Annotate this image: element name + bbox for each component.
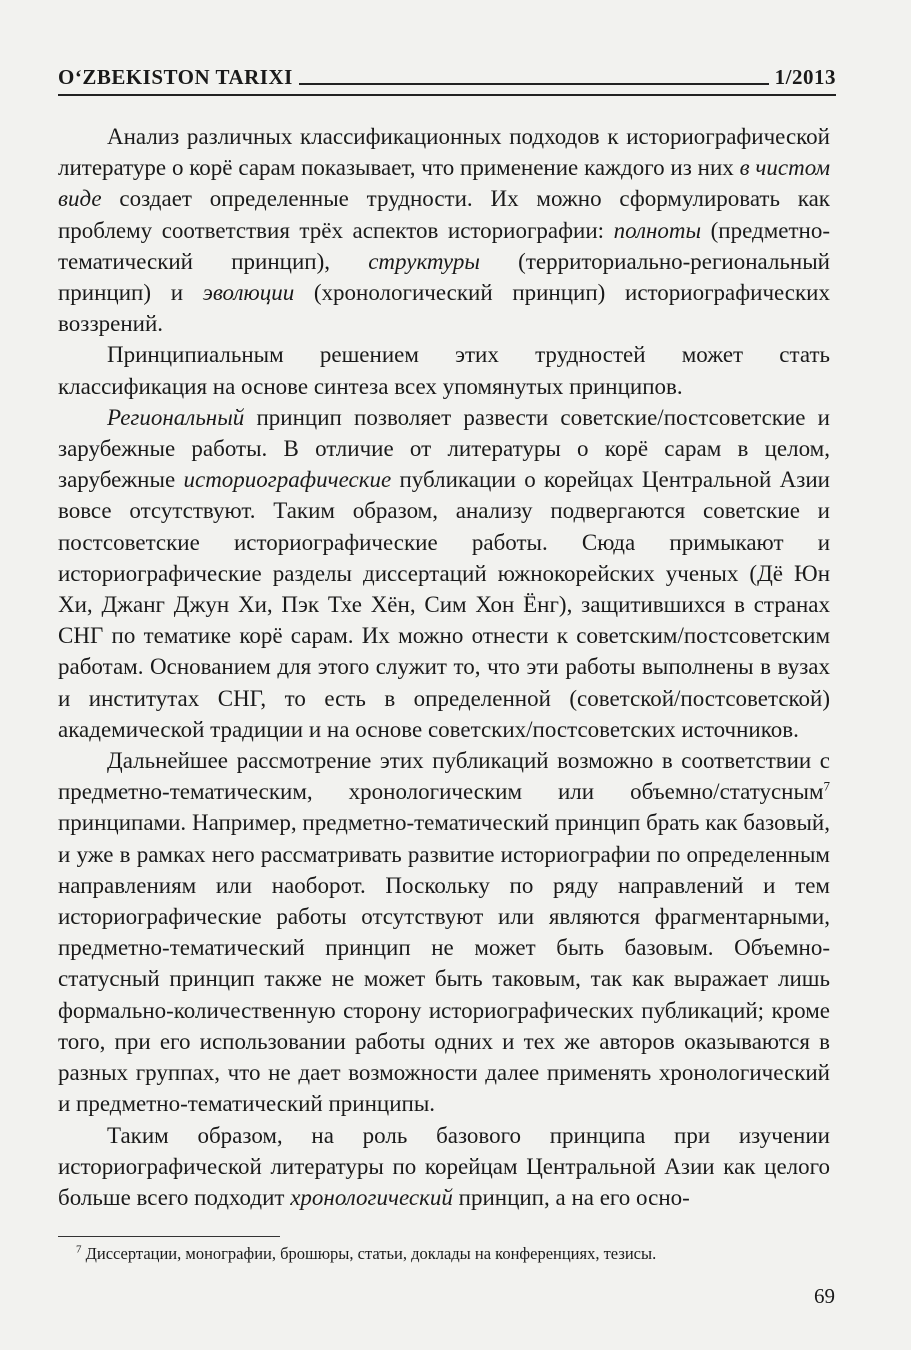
- text-run: Таким образом, на роль базового принципа при изучении историографической литературы по корейцам Центральной Азии как целого больше всего подходит: [58, 1122, 830, 1210]
- footnote-text: Диссертации, монографии, брошюры, статьи, доклады на конференциях, тезисы.: [85, 1244, 657, 1263]
- emphasis-text: полноты: [613, 217, 702, 243]
- paragraph-2: [58, 339, 830, 401]
- page-number: 69: [814, 1284, 835, 1308]
- paragraph-3: [58, 402, 830, 745]
- text-run: принципами. Например, предметно-тематический принцип брать как базовый, и уже в рамках него рассматривать развитие историографии по определенным направлениям или наоборот. Поскольку по ряду направлений и тем историографические работы отсутствуют или являются фрагментарными, предметно-тематический принцип не может быть базовым. Объемно-статусный принцип также не может быть таковым, так как выражает лишь формально-количественную сторону историографических публикаций; кроме того, при его использовании работы одних и тех же авторов оказываются в разных группах, что не дает возможности далее применять хронологический и предметно-тематический принципы.: [58, 810, 830, 1117]
- text-run: создает определенные трудности. Их можно сформулировать как проблему соответствия трёх аспектов историографии:: [58, 186, 830, 243]
- text-run: принцип, а на его осно-: [452, 1184, 690, 1210]
- emphasis-text: в чистом виде: [58, 155, 831, 212]
- header-rule: [299, 83, 769, 85]
- article-body: [58, 121, 830, 1213]
- footnote-divider: [58, 1236, 280, 1237]
- footnote-mark: 7: [76, 1243, 82, 1256]
- journal-title: O‘ZBEKISTON TARIXI: [58, 65, 293, 89]
- footnote: [76, 1244, 836, 1264]
- text-run: Анализ различных классификационных подходов к историографической литературе о корё сарам показывает, что применение каждого из них: [58, 124, 830, 181]
- paragraph-4: [58, 745, 830, 1119]
- paragraph-1: [58, 121, 830, 339]
- text-run: Дальнейшее рассмотрение этих публикаций возможно в соответствии с предметно-тематическим, хронологическим или объемно/статусным: [58, 748, 830, 805]
- emphasis-text: структуры: [368, 248, 480, 274]
- text-run: (хронологический принцип) историографических воззрений.: [58, 280, 830, 337]
- emphasis-text: Региональный: [107, 404, 245, 430]
- text-run: (территориально-региональный принцип) и: [58, 248, 830, 306]
- emphasis-text: историографические: [183, 467, 392, 493]
- issue-number: 1/2013: [774, 65, 836, 89]
- text-run: принцип позволяет развести советские/постсоветские и зарубежные работы. В отличие от литературы о корё сарам в целом, зарубежные: [58, 404, 830, 493]
- paragraph-5: [58, 1120, 830, 1214]
- footnote-ref: 7: [823, 778, 830, 794]
- emphasis-text: эволюции: [202, 280, 295, 306]
- running-header: [58, 62, 836, 90]
- text-run: (предметно-тематический принцип),: [58, 217, 830, 274]
- text-run: публикации о корейцах Центральной Азии вовсе отсутствуют. Таким образом, анализу подвергаются советские и постсоветские историографические работы. Сюда примыкают и историографические разделы диссертаций южнокорейских ученых (Дё Юн Хи, Джанг Джун Хи, Пэк Тхе Хён, Сим Хон Ёнг), защитившихся в странах СНГ по тематике корё сарам. Их можно отнести к советским/постсоветским работам. Основанием для этого служит то, что эти работы выполнены в вузах и институтах СНГ, то есть в определенной (советской/постсоветской) академической традиции и на основе советских/постсоветских источников.: [58, 467, 830, 742]
- emphasis-text: хронологический: [290, 1184, 453, 1210]
- text-run: Принципиальным решением этих трудностей может стать классификация на основе синтеза всех упомянутых принципов.: [58, 342, 830, 399]
- header-divider: [58, 94, 836, 96]
